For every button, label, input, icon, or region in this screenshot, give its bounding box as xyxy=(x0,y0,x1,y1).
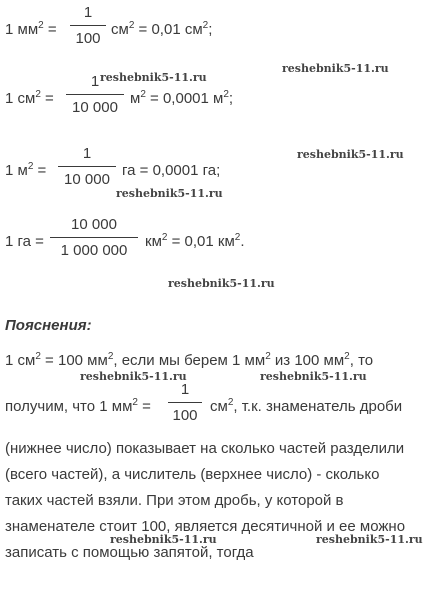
eq4-right-sup: 2 xyxy=(161,232,168,243)
eq2-right xyxy=(130,90,233,107)
eq1-right-value: = 0,01 см xyxy=(134,21,203,38)
eq2-end: ; xyxy=(228,90,234,107)
eq1-fraction xyxy=(70,4,106,48)
eq2-equals: = xyxy=(40,90,54,107)
eq1-fraction-bar xyxy=(70,25,106,26)
eq1-numerator: 1 xyxy=(83,4,93,21)
explanation-line-6: знаменателе стоит 100, является десятичной и ее можно xyxy=(5,518,406,535)
line1-part-c: , если мы берем 1 мм xyxy=(113,352,266,369)
explanation-line-4: (всего частей), а числитель (верхнее число) - сколько xyxy=(5,466,380,483)
eq2-left xyxy=(5,90,54,107)
eq3-equals: = xyxy=(33,162,47,179)
watermark: reshebnik5-11.ru xyxy=(80,370,187,383)
eq1-right xyxy=(111,21,212,38)
eq1-left-sup: 2 xyxy=(38,20,44,31)
line2-part-d: , т.к. знаменатель дроби xyxy=(233,398,403,415)
line2-sup-1: 2 xyxy=(132,397,138,408)
watermark: reshebnik5-11.ru xyxy=(316,533,423,546)
explanation-line-3: (нижнее число) показывает на сколько частей разделили xyxy=(5,440,405,457)
watermark: reshebnik5-11.ru xyxy=(168,277,275,290)
eq3-right xyxy=(122,162,220,179)
eq4-fraction xyxy=(50,216,138,260)
eq3-fraction xyxy=(58,145,116,189)
eq4-end: . xyxy=(240,233,245,250)
eq1-end: ; xyxy=(208,21,213,38)
watermark: reshebnik5-11.ru xyxy=(282,62,389,75)
eq4-fraction-bar xyxy=(50,237,138,238)
watermark: reshebnik5-11.ru xyxy=(260,370,367,383)
eq2-numerator: 1 xyxy=(90,73,100,90)
eq4-right-value: = 0,01 км xyxy=(167,233,235,250)
eq4-left-text: 1 га = xyxy=(5,233,44,250)
watermark: reshebnik5-11.ru xyxy=(116,187,223,200)
line2-fraction xyxy=(168,381,202,425)
eq4-left xyxy=(5,233,44,250)
explanation-line-1 xyxy=(5,352,373,369)
eq4-right-sup2: 2 xyxy=(234,232,241,243)
line1-part-b: = 100 мм xyxy=(40,352,108,369)
eq2-right-unit: м xyxy=(130,90,141,107)
line1-sup-1: 2 xyxy=(35,351,41,362)
line2-numerator: 1 xyxy=(180,381,190,398)
eq3-numerator: 1 xyxy=(82,145,92,162)
eq1-right-unit: см xyxy=(111,21,129,38)
eq3-denominator: 10 000 xyxy=(64,171,110,188)
eq1-left-text: 1 мм xyxy=(5,21,39,38)
eq4-right xyxy=(145,233,245,250)
eq1-left xyxy=(5,21,57,38)
eq3-left-text: 1 м xyxy=(5,162,28,179)
eq3-right-value: га = 0,0001 га; xyxy=(122,162,221,179)
explanation-line-2-left xyxy=(5,398,151,415)
line1-part-a: 1 см xyxy=(5,352,36,369)
eq4-denominator: 1 000 000 xyxy=(60,242,128,259)
watermark: reshebnik5-11.ru xyxy=(100,71,207,84)
explanation-line-2-right xyxy=(210,398,402,415)
line2-part-a: получим, что 1 мм xyxy=(5,398,133,415)
eq2-left-text: 1 см xyxy=(5,90,36,107)
eq4-numerator: 10 000 xyxy=(71,216,117,233)
eq1-right-sup2: 2 xyxy=(202,20,209,31)
line1-part-d: из 100 мм xyxy=(270,352,345,369)
line1-sup-3: 2 xyxy=(265,351,271,362)
explanation-heading: Пояснения: xyxy=(5,317,92,334)
eq1-equals: = xyxy=(43,21,57,38)
explanation-line-5: таких частей взяли. При этом дробь, у которой в xyxy=(5,492,344,509)
line2-fraction-bar xyxy=(168,402,202,403)
eq3-fraction-bar xyxy=(58,166,116,167)
watermark: reshebnik5-11.ru xyxy=(297,148,404,161)
line2-equals: = xyxy=(137,398,151,415)
eq3-left xyxy=(5,162,46,179)
watermark: reshebnik5-11.ru xyxy=(110,533,217,546)
explanation-line-7: записать с помощью запятой, тогда xyxy=(5,544,254,561)
line1-sup-4: 2 xyxy=(344,351,350,362)
eq2-right-value: = 0,0001 м xyxy=(145,90,224,107)
eq3-left-sup: 2 xyxy=(27,161,34,172)
eq1-denominator: 100 xyxy=(75,30,101,47)
eq2-left-sup: 2 xyxy=(35,89,41,100)
eq2-right-sup2: 2 xyxy=(223,89,229,100)
eq2-denominator: 10 000 xyxy=(72,99,118,116)
line2-sup-2: 2 xyxy=(227,397,234,408)
line1-sup-2: 2 xyxy=(107,351,114,362)
line2-unit: см xyxy=(210,398,228,415)
eq4-right-unit: км xyxy=(145,233,162,250)
eq2-right-sup: 2 xyxy=(140,89,146,100)
line1-part-e: , то xyxy=(349,352,374,369)
line2-denominator: 100 xyxy=(172,407,198,424)
eq2-fraction-bar xyxy=(66,94,124,95)
eq1-right-sup: 2 xyxy=(128,20,135,31)
